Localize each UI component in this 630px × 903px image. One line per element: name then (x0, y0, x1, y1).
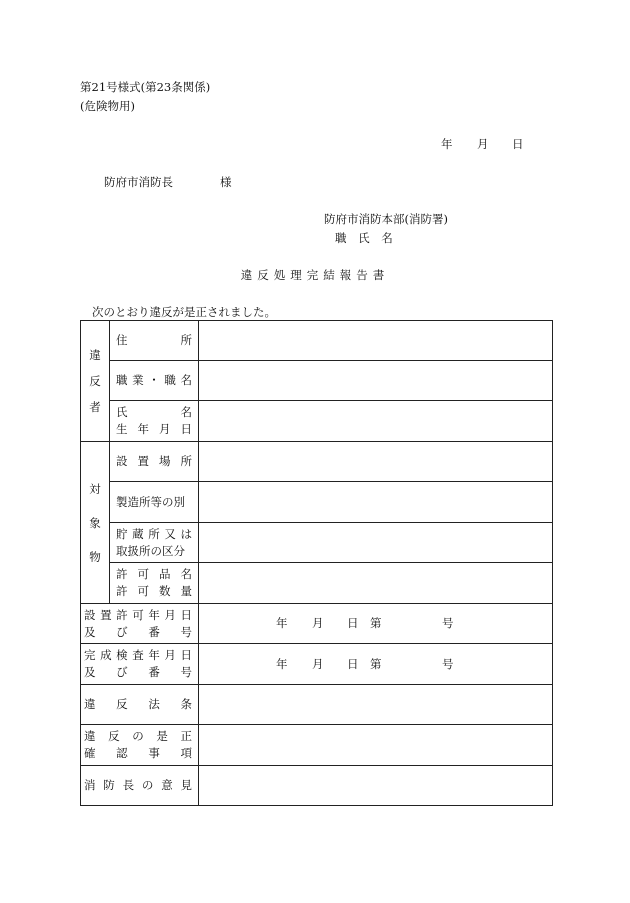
label-birthdate: 生 年 月 日 (116, 422, 192, 436)
label-occupation (110, 361, 199, 401)
intro-text: 次のとおり違反が是正されました。 (92, 305, 276, 319)
form-category: (危険物用) (80, 99, 135, 113)
field-name-birth[interactable] (199, 401, 553, 442)
field-address[interactable] (199, 321, 553, 361)
label-address: 住 所 (110, 321, 199, 361)
date-month-label: 月 (477, 137, 489, 151)
label-storage-class: 貯 蔵 所 又 は 取扱所の区分 (110, 523, 199, 563)
field-occupation[interactable] (199, 361, 553, 401)
install-month: 月 (312, 616, 324, 630)
install-number-suffix: 号 (442, 616, 454, 630)
label-correction: 違 反 の 是 正 確 認 事 項 (81, 725, 199, 766)
row-address (81, 321, 553, 361)
inspect-no: 第 (370, 656, 382, 671)
inspect-day: 日 (347, 656, 359, 671)
row-install-permit (81, 604, 553, 644)
inspect-number-suffix: 号 (442, 656, 454, 671)
install-day: 日 (347, 616, 359, 630)
inspect-month: 月 (312, 656, 324, 671)
label-permit: 許 可 品 名 許 可 数 量 (110, 563, 199, 604)
date-year-label: 年 (441, 137, 453, 151)
group-violator-label: 違 反 者 (89, 348, 101, 414)
row-name-birth (81, 401, 553, 442)
label-opinion: 消 防 長 の 意 見 (81, 766, 199, 806)
row-occupation (81, 361, 553, 401)
row-correction (81, 725, 553, 766)
field-permit[interactable] (199, 563, 553, 604)
field-law[interactable] (199, 685, 553, 725)
label-facility-type: 製造所等の別 (110, 482, 199, 523)
inspect-year: 年 (276, 656, 288, 671)
group-violator (81, 321, 110, 442)
group-target-label: 対 象 物 (89, 481, 101, 564)
field-facility-type[interactable] (199, 482, 553, 523)
field-install-permit[interactable] (199, 604, 553, 644)
group-target (81, 442, 110, 604)
field-storage-class[interactable] (199, 523, 553, 563)
addressee-honorific: 様 (220, 175, 232, 189)
date-day-label: 日 (512, 137, 524, 151)
row-location (81, 442, 553, 482)
install-no: 第 (370, 616, 382, 630)
row-storage-class (81, 523, 553, 563)
field-opinion[interactable] (199, 766, 553, 806)
row-law (81, 685, 553, 725)
label-name: 氏 名 (116, 405, 192, 419)
addressee-name: 防府市消防長 (104, 175, 173, 189)
row-completion-inspection (81, 644, 553, 685)
label-occupation-text: 職 業 ・ 職 名 (116, 373, 192, 387)
form-number: 第21号様式(第23条関係) (80, 80, 211, 94)
row-opinion (81, 766, 553, 806)
document-title: 違反処理完結報告書 (240, 268, 390, 282)
field-correction[interactable] (199, 725, 553, 766)
label-location: 設 置 場 所 (110, 442, 199, 482)
field-completion-inspection[interactable] (199, 644, 553, 685)
sender-org: 防府市消防本部(消防署) (324, 212, 448, 226)
field-location[interactable] (199, 442, 553, 482)
label-install-permit: 設 置 許 可 年 月 日 及 び 番 号 (81, 604, 199, 644)
row-facility-type (81, 482, 553, 523)
report-table (80, 320, 553, 806)
sender-title: 職 氏 名 (335, 231, 397, 245)
row-permit (81, 563, 553, 604)
label-name-birth (110, 401, 199, 442)
label-law: 違 反 法 条 (81, 685, 199, 725)
label-completion-inspection: 完 成 検 査 年 月 日 及 び 番 号 (81, 644, 199, 685)
install-year: 年 (276, 616, 288, 630)
